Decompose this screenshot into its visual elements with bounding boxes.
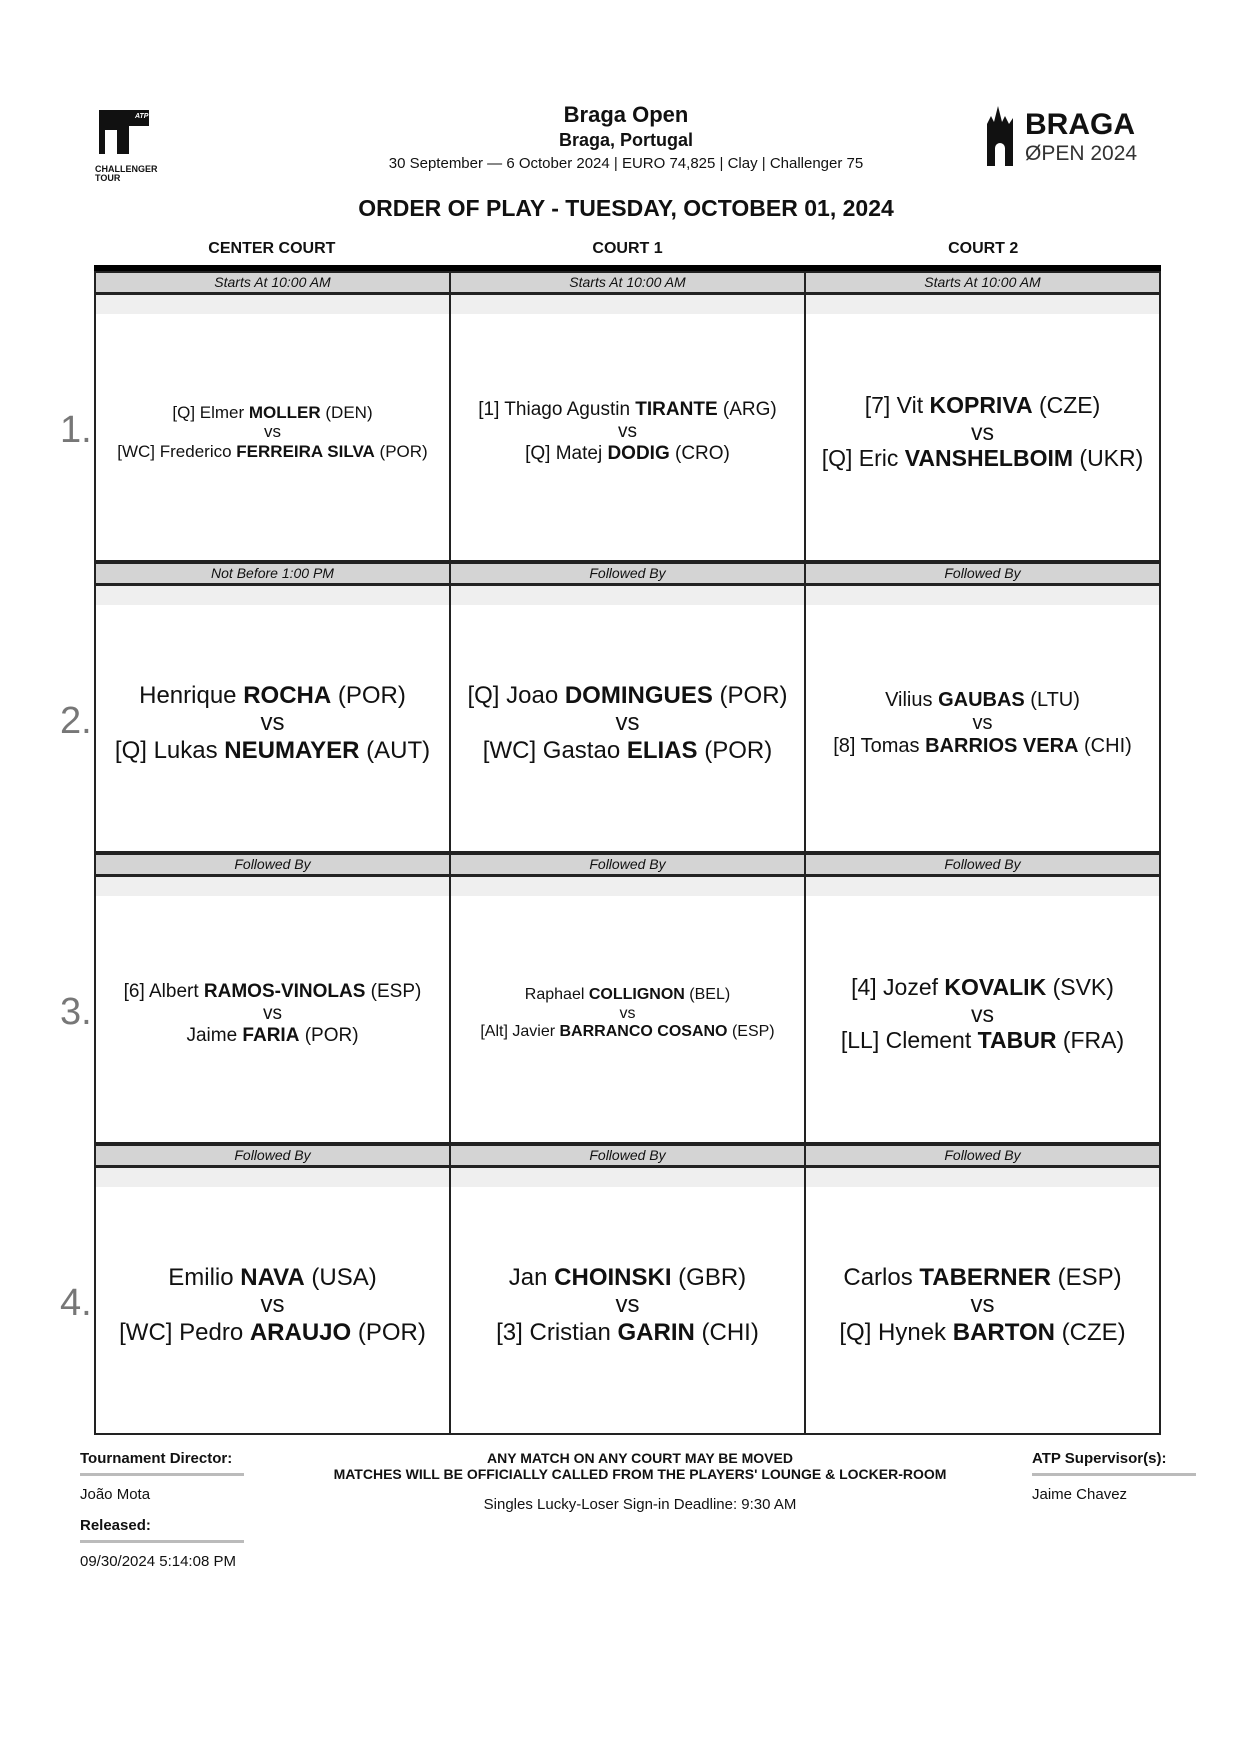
player-country: (POR) [712, 681, 788, 709]
notice: ANY MATCH ON ANY COURT MAY BE MOVED [487, 1450, 793, 1466]
player-seed-first: [4] Jozef [851, 974, 945, 1001]
player-one [172, 403, 372, 423]
player-country: (POR) [374, 441, 428, 461]
spacer [451, 1168, 804, 1187]
player-two [525, 443, 730, 465]
match-cell [804, 853, 1161, 1144]
match-number: 1. [60, 409, 92, 451]
vs-label: vs [619, 1004, 636, 1022]
spacer [96, 1168, 449, 1187]
spacer [96, 877, 449, 896]
notices [270, 1450, 1010, 1513]
player-country: (CZE) [1054, 1318, 1126, 1346]
player-country: (UKR) [1073, 445, 1144, 472]
vs-label: vs [260, 1291, 285, 1319]
player-last-name: KOVALIK [944, 974, 1047, 1001]
supervisor-block [1032, 1450, 1196, 1503]
player-last-name: GAUBAS [938, 688, 1025, 711]
player-last-name: MOLLER [248, 402, 321, 422]
director-label: Tournament Director: [80, 1450, 233, 1467]
match-row [94, 562, 1161, 853]
player-country: (BEL) [684, 986, 731, 1004]
player-seed-first: Vilius [885, 688, 939, 711]
player-seed-first: [1] Thiago Agustin [478, 399, 636, 421]
divider [80, 1473, 244, 1476]
vs-label: vs [263, 1003, 282, 1025]
player-one [124, 981, 422, 1003]
match-cell [449, 562, 806, 853]
match-time-label: Starts At 10:00 AM [96, 271, 449, 295]
player-seed-first: [8] Tomas [833, 734, 926, 757]
player-last-name: BARRANCO COSANO [559, 1023, 728, 1041]
supervisor-name: Jaime Chavez [1032, 1486, 1128, 1503]
player-last-name: GARIN [617, 1318, 695, 1346]
tournament-details: 30 September — 6 October 2024 | EURO 74,825 | Clay | Challenger 75 [388, 155, 864, 172]
player-last-name: COLLIGNON [588, 986, 685, 1004]
vs-label: vs [618, 421, 637, 443]
player-country: (POR) [299, 1024, 359, 1046]
player-seed-first: Carlos [843, 1263, 920, 1291]
player-seed-first: [3] Cristian [496, 1318, 618, 1346]
match-cell [449, 271, 806, 562]
player-country: (CZE) [1032, 392, 1101, 419]
match-cell [449, 1144, 806, 1435]
match [451, 314, 804, 560]
match [806, 605, 1159, 851]
match-row [94, 271, 1161, 562]
player-seed-first: [WC] Pedro [119, 1318, 250, 1346]
player-one [168, 1264, 376, 1292]
player-country: (POR) [351, 1318, 426, 1346]
player-country: (DEN) [320, 402, 373, 422]
player-seed-first: Emilio [168, 1263, 241, 1291]
player-last-name: VANSHELBOIM [904, 445, 1074, 472]
player-last-name: ELIAS [626, 736, 698, 764]
player-country: (ESP) [1050, 1263, 1122, 1291]
player-one [478, 399, 776, 421]
player-last-name: DOMINGUES [564, 681, 713, 709]
match-row [94, 1144, 1161, 1435]
player-seed-first: [WC] Frederico [117, 441, 237, 461]
match [96, 896, 449, 1142]
vs-label: vs [971, 418, 994, 445]
player-one [139, 682, 406, 710]
player-seed-first: [Q] Matej [525, 442, 608, 464]
player-two [119, 1319, 426, 1347]
director-block [80, 1450, 244, 1570]
player-two [483, 737, 772, 765]
svg-text:ØPEN 2024: ØPEN 2024 [1025, 142, 1138, 165]
player-country: (ESP) [365, 981, 422, 1003]
match-time-label: Not Before 1:00 PM [96, 562, 449, 586]
supervisor-label: ATP Supervisor(s): [1032, 1450, 1167, 1467]
schedule-grid [94, 265, 1161, 1435]
tournament-location: Braga, Portugal [558, 130, 694, 150]
player-last-name: TABUR [977, 1027, 1057, 1054]
player-seed-first: [WC] Gastao [482, 736, 627, 764]
match-cell [94, 1144, 451, 1435]
director-name: João Mota [80, 1486, 151, 1503]
court-headers [94, 240, 1161, 258]
player-last-name: TIRANTE [635, 399, 718, 421]
vs-label: vs [615, 709, 640, 737]
player-two [822, 445, 1144, 471]
player-last-name: FERREIRA SILVA [236, 441, 375, 461]
player-country: (LTU) [1024, 688, 1080, 711]
player-last-name: FARIA [242, 1024, 300, 1046]
player-last-name: BARRIOS VERA [925, 734, 1079, 757]
match [806, 896, 1159, 1142]
player-seed-first: [Q] Elmer [172, 402, 249, 422]
player-two [115, 737, 430, 765]
player-country: (POR) [697, 736, 773, 764]
player-two [833, 735, 1132, 758]
player-last-name: DODIG [607, 442, 670, 464]
spacer [96, 295, 449, 314]
player-last-name: KOPRIVA [929, 392, 1033, 419]
player-country: (FRA) [1056, 1027, 1125, 1054]
notice: MATCHES WILL BE OFFICIALLY CALLED FROM THE PLAYERS' LOUNGE & LOCKER-ROOM [333, 1466, 947, 1482]
player-country: (CHI) [694, 1318, 759, 1346]
player-one [525, 986, 730, 1004]
match-cell [94, 853, 451, 1144]
player-country: (SVK) [1046, 974, 1114, 1001]
player-last-name: NAVA [240, 1263, 305, 1291]
player-one [885, 689, 1080, 712]
player-one [467, 682, 787, 710]
match-cell [94, 562, 451, 853]
player-one [509, 1264, 746, 1292]
match-time-label: Starts At 10:00 AM [806, 271, 1159, 295]
player-seed-first: [6] Albert [123, 981, 204, 1003]
player-country: (ARG) [717, 399, 777, 421]
player-last-name: TABERNER [919, 1263, 1051, 1291]
match-cell [804, 271, 1161, 562]
player-country: (POR) [331, 681, 406, 709]
deadline: Singles Lucky-Loser Sign-in Deadline: 9:30 AM [483, 1496, 797, 1513]
match-cell [449, 853, 806, 1144]
divider [80, 1540, 244, 1543]
match-cell [804, 1144, 1161, 1435]
match-time-label: Followed By [806, 562, 1159, 586]
vs-label: vs [264, 422, 281, 442]
player-seed-first: [Q] Joao [467, 681, 565, 709]
match [806, 314, 1159, 560]
match-time-label: Followed By [806, 853, 1159, 877]
released-label: Released: [80, 1517, 151, 1534]
player-two [186, 1025, 358, 1047]
player-seed-first: [Q] Lukas [114, 736, 225, 764]
player-two [841, 1027, 1124, 1053]
player-one [851, 974, 1114, 1000]
match-number: 3. [60, 991, 92, 1033]
tournament-header [0, 102, 1242, 172]
player-seed-first: Jan [508, 1263, 555, 1291]
player-seed-first: Raphael [524, 986, 589, 1004]
match [96, 1187, 449, 1433]
court-header: COURT 2 [948, 240, 1019, 257]
svg-text:BRAGA: BRAGA [1025, 108, 1135, 141]
svg-text:ATP: ATP [135, 113, 149, 120]
vs-label: vs [260, 709, 285, 737]
player-country: (USA) [304, 1263, 377, 1291]
player-last-name: NEUMAYER [224, 736, 360, 764]
player-seed-first: [LL] Clement [840, 1027, 978, 1054]
court-header: COURT 1 [592, 240, 663, 257]
player-seed-first: [Alt] Javier [480, 1023, 560, 1041]
player-last-name: ARAUJO [249, 1318, 352, 1346]
match-time-label: Followed By [96, 853, 449, 877]
vs-label: vs [972, 711, 993, 734]
player-two [496, 1319, 759, 1347]
vs-label: vs [971, 1000, 994, 1027]
spacer [451, 295, 804, 314]
match-time-label: Starts At 10:00 AM [451, 271, 804, 295]
player-seed-first: [7] Vit [864, 392, 930, 419]
spacer [451, 877, 804, 896]
spacer [806, 586, 1159, 605]
player-last-name: BARTON [952, 1318, 1055, 1346]
match-time-label: Followed By [451, 562, 804, 586]
spacer [96, 586, 449, 605]
player-country: (ESP) [727, 1023, 775, 1041]
match-time-label: Followed By [96, 1144, 449, 1168]
match-cell [94, 271, 451, 562]
player-country: (CRO) [669, 442, 730, 464]
player-two [480, 1023, 774, 1041]
match-number: 2. [60, 700, 92, 742]
match [96, 605, 449, 851]
match [96, 314, 449, 560]
player-last-name: CHOINSKI [554, 1263, 672, 1291]
match [451, 896, 804, 1142]
court-header: CENTER COURT [208, 240, 336, 257]
player-country: (CHI) [1078, 734, 1132, 757]
player-seed-first: Henrique [139, 681, 244, 709]
player-country: (GBR) [671, 1263, 747, 1291]
player-seed-first: [Q] Hynek [839, 1318, 953, 1346]
player-country: (AUT) [359, 736, 431, 764]
player-last-name: RAMOS-VINOLAS [203, 981, 366, 1003]
match-row [94, 853, 1161, 1144]
match [451, 1187, 804, 1433]
player-seed-first: [Q] Eric [821, 445, 905, 472]
match-time-label: Followed By [451, 853, 804, 877]
released-time: 09/30/2024 5:14:08 PM [80, 1553, 236, 1570]
order-of-play-title: ORDER OF PLAY - TUESDAY, OCTOBER 01, 2024 [358, 195, 894, 221]
player-two [117, 442, 427, 462]
match [451, 605, 804, 851]
player-seed-first: Jaime [186, 1024, 243, 1046]
match [806, 1187, 1159, 1433]
vs-label: vs [615, 1291, 640, 1319]
spacer [451, 586, 804, 605]
spacer [806, 877, 1159, 896]
player-last-name: ROCHA [243, 681, 332, 709]
atp-challenger-logo: ATP CHALLENGER TOUR [95, 108, 155, 183]
player-one [865, 392, 1101, 418]
spacer [806, 1168, 1159, 1187]
match-number: 4. [60, 1282, 92, 1324]
match-time-label: Followed By [806, 1144, 1159, 1168]
player-one [843, 1264, 1121, 1292]
match-cell [804, 562, 1161, 853]
tournament-title: Braga Open [563, 102, 689, 127]
player-two [839, 1319, 1125, 1347]
match-time-label: Followed By [451, 1144, 804, 1168]
vs-label: vs [970, 1291, 995, 1319]
spacer [806, 295, 1159, 314]
divider [1032, 1473, 1196, 1476]
